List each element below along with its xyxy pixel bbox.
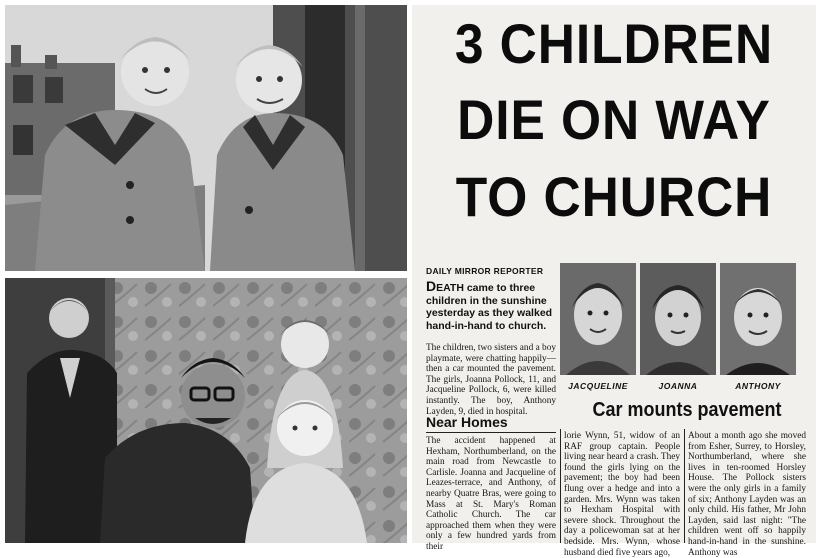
photo-joanna (640, 263, 716, 375)
photo-anthony (720, 263, 796, 375)
caption-joanna: JOANNA (658, 381, 698, 391)
column-rule-1 (560, 429, 561, 543)
photo-family-portrait-image (5, 278, 407, 543)
photo-anthony-image (720, 263, 796, 375)
divider (426, 432, 556, 433)
column-rule-2 (684, 429, 685, 543)
lead-text: EATH came to three children in the sunshine yesterday as they walked hand-in-hand to church. (426, 282, 553, 332)
byline: DAILY MIRROR REPORTER (426, 266, 544, 276)
headline-line-1: 3 CHILDREN (454, 12, 774, 75)
newspaper-clipping (412, 5, 816, 558)
column-1-body: The accident happened at Hexham, Northumberland, on the main road from Newcastle to Carlisle. Joanna and Jacqueline of Leazes-terrace, and Anthony, of nearby Quatre Bras, were going to Mass at St. Mary's Roman Catholic Church. The car approached them when they were only a few hundred yards from their (426, 436, 556, 552)
photo-joanna-image (640, 263, 716, 375)
headline-line-3: TO CHURCH (455, 165, 773, 228)
photo-family-portrait (5, 278, 407, 543)
caption-jacqueline: JACQUELINE (568, 381, 628, 391)
subhead-near-homes: Near Homes (426, 414, 508, 430)
photo-two-girls-street (5, 5, 407, 271)
lead-paragraph (426, 280, 556, 332)
photo-two-girls-street-image (5, 5, 407, 271)
column-3-body: About a month ago she moved from Esher, Surrey, to Horsley, Northumberland, where she lives in ten-roomed Horsley House. The Pollock sisters were the only girls in a family of six; Anthony Layden was an only child. His father, Mr John Layden, said last night: "The children went off so happily hand-in-hand in the sunshine. Anthony was (688, 431, 806, 558)
column-2-body: lorie Wynn, 51, widow of an RAF group captain. People living near heard a crash. They found the girls lying on the pavement; the boy had been flung over a hedge and into a garden. Mrs. Wynn was taken to Hexham Hospital with severe shock. Throughout the day a policewoman sat at her bedside. Mrs. Wynn, whose husband died five years ago, (564, 431, 680, 558)
photo-jacqueline (560, 263, 636, 375)
lead-dropcap: D (426, 278, 437, 294)
subheadline: Car mounts pavement (592, 399, 782, 421)
photo-jacqueline-image (560, 263, 636, 375)
headline-line-2: DIE ON WAY (457, 88, 771, 151)
caption-anthony: ANTHONY (735, 381, 781, 391)
column-1-paragraph: The children, two sisters and a boy playmate, were chatting happily—then a car mounted the pavement. The girls, Joanna Pollock, 11, and Jacqueline Pollock, 6, were killed instantly. The boy, Anthony Layden, 9, died in hospital. (426, 343, 556, 417)
